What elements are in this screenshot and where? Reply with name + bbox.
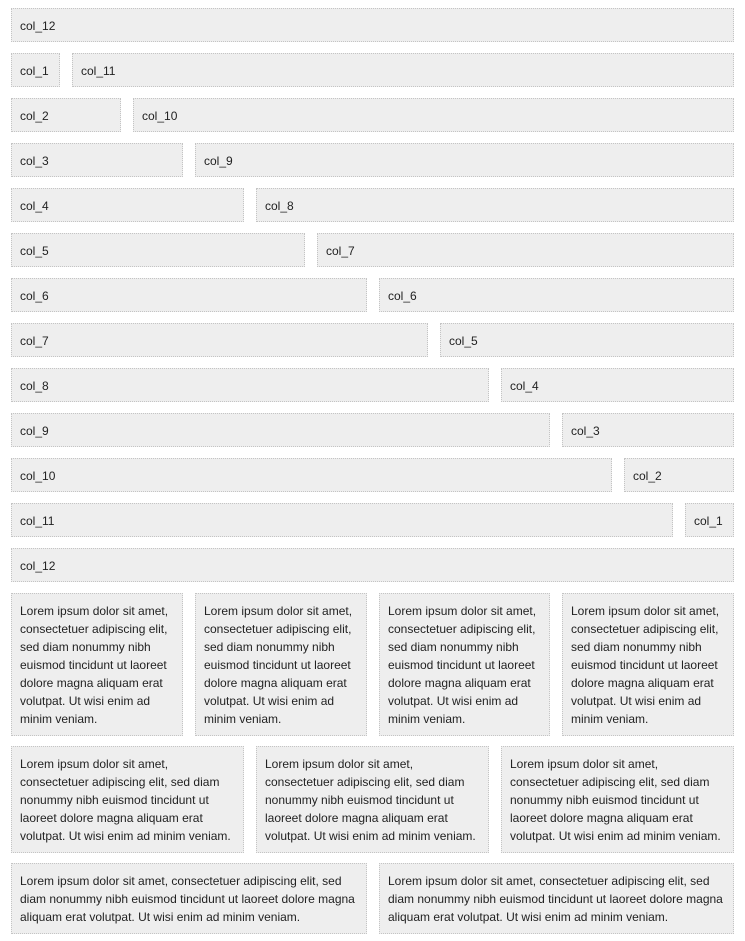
- grid-cell: [11, 503, 673, 537]
- grid-row: [11, 323, 734, 357]
- grid-cell: [11, 368, 489, 402]
- text-cell-body: Lorem ipsum dolor sit amet, consectetuer adipiscing elit, sed diam nonummy nibh euismod tincidunt ut laoreet dolore magna aliquam erat volutpat. Ut wisi enim ad minim veniam.: [388, 874, 723, 924]
- text-row: [11, 863, 734, 934]
- grid-cell-label: col_8: [20, 379, 49, 393]
- text-cell-body: Lorem ipsum dolor sit amet, consectetuer adipiscing elit, sed diam nonummy nibh euismod tincidunt ut laoreet dolore magna aliquam erat volutpat. Ut wisi enim ad minim veniam.: [20, 757, 231, 843]
- grid-cell: [11, 143, 183, 177]
- grid-cell: [685, 503, 734, 537]
- text-cell-body: Lorem ipsum dolor sit amet, consectetuer adipiscing elit, sed diam nonummy nibh euismod tincidunt ut laoreet dolore magna aliquam erat volutpat. Ut wisi enim ad minim veniam.: [20, 874, 355, 924]
- grid-cell-label: col_2: [20, 109, 49, 123]
- grid-cell: [11, 98, 121, 132]
- grid-cell-label: col_7: [326, 244, 355, 258]
- text-cell: [11, 593, 183, 736]
- grid-cell-label: col_5: [449, 334, 478, 348]
- grid-cell: [11, 458, 612, 492]
- grid-cell: [317, 233, 734, 267]
- grid-cell-label: col_2: [633, 469, 662, 483]
- text-cell: [195, 593, 367, 736]
- grid-cell-label: col_3: [571, 424, 600, 438]
- grid-cell: [195, 143, 734, 177]
- grid-cell: [11, 278, 367, 312]
- grid-row: [11, 278, 734, 312]
- text-cell: [379, 593, 550, 736]
- grid-cell: [11, 323, 428, 357]
- text-cell: [11, 746, 244, 853]
- grid-row: [11, 458, 734, 492]
- text-cell-body: Lorem ipsum dolor sit amet, consectetuer adipiscing elit, sed diam nonummy nibh euismod tincidunt ut laoreet dolore magna aliquam erat volutpat. Ut wisi enim ad minim veniam.: [388, 604, 537, 726]
- grid-row: [11, 548, 734, 582]
- grid-cell-label: col_4: [510, 379, 539, 393]
- grid-cell-label: col_10: [142, 109, 178, 123]
- grid-row: [11, 188, 734, 222]
- text-cell-body: Lorem ipsum dolor sit amet, consectetuer adipiscing elit, sed diam nonummy nibh euismod tincidunt ut laoreet dolore magna aliquam erat volutpat. Ut wisi enim ad minim veniam.: [571, 604, 720, 726]
- grid-cell-label: col_1: [20, 64, 49, 78]
- text-row: [11, 593, 734, 736]
- grid-cell-label: col_1: [694, 514, 723, 528]
- grid-row: [11, 503, 734, 537]
- text-row: [11, 746, 734, 853]
- grid-cell: [133, 98, 734, 132]
- grid-cell-label: col_11: [20, 514, 55, 528]
- text-cell: [562, 593, 734, 736]
- grid-cell-label: col_5: [20, 244, 49, 258]
- grid-cell: [440, 323, 734, 357]
- grid-cell: [11, 188, 244, 222]
- text-cell-body: Lorem ipsum dolor sit amet, consectetuer adipiscing elit, sed diam nonummy nibh euismod tincidunt ut laoreet dolore magna aliquam erat volutpat. Ut wisi enim ad minim veniam.: [204, 604, 353, 726]
- grid-row: [11, 8, 734, 42]
- grid-cell: [11, 233, 305, 267]
- grid-cell: [501, 368, 734, 402]
- grid-row: [11, 98, 734, 132]
- grid-cell-label: col_9: [20, 424, 49, 438]
- grid-cell-label: col_8: [265, 199, 294, 213]
- grid-cell-label: col_11: [81, 64, 116, 78]
- text-cell-body: Lorem ipsum dolor sit amet, consectetuer adipiscing elit, sed diam nonummy nibh euismod tincidunt ut laoreet dolore magna aliquam erat volutpat. Ut wisi enim ad minim veniam.: [510, 757, 721, 843]
- grid-cell: [72, 53, 734, 87]
- grid-cell-label: col_4: [20, 199, 49, 213]
- grid-row: [11, 143, 734, 177]
- text-cell: [501, 746, 734, 853]
- grid-cell: [624, 458, 734, 492]
- grid-cell: [11, 53, 60, 87]
- text-cell-body: Lorem ipsum dolor sit amet, consectetuer adipiscing elit, sed diam nonummy nibh euismod tincidunt ut laoreet dolore magna aliquam erat volutpat. Ut wisi enim ad minim veniam.: [20, 604, 169, 726]
- grid-row: [11, 233, 734, 267]
- grid-cell: [11, 8, 734, 42]
- text-cell-body: Lorem ipsum dolor sit amet, consectetuer adipiscing elit, sed diam nonummy nibh euismod tincidunt ut laoreet dolore magna aliquam erat volutpat. Ut wisi enim ad minim veniam.: [265, 757, 476, 843]
- grid-cell: [256, 188, 734, 222]
- grid-cell: [379, 278, 734, 312]
- grid-cell-label: col_6: [20, 289, 49, 303]
- grid-cell: [562, 413, 734, 447]
- grid-row: [11, 53, 734, 87]
- grid-cell-label: col_12: [20, 559, 56, 573]
- grid-cell-label: col_10: [20, 469, 56, 483]
- grid-cell-label: col_9: [204, 154, 233, 168]
- text-cell: [11, 863, 367, 934]
- grid-row: [11, 368, 734, 402]
- grid-cell: [11, 548, 734, 582]
- grid-cell: [11, 413, 550, 447]
- grid-cell-label: col_3: [20, 154, 49, 168]
- grid-cell-label: col_12: [20, 19, 56, 33]
- grid-row: [11, 413, 734, 447]
- text-cell: [256, 746, 489, 853]
- grid-cell-label: col_7: [20, 334, 49, 348]
- grid-cell-label: col_6: [388, 289, 417, 303]
- text-cell: [379, 863, 734, 934]
